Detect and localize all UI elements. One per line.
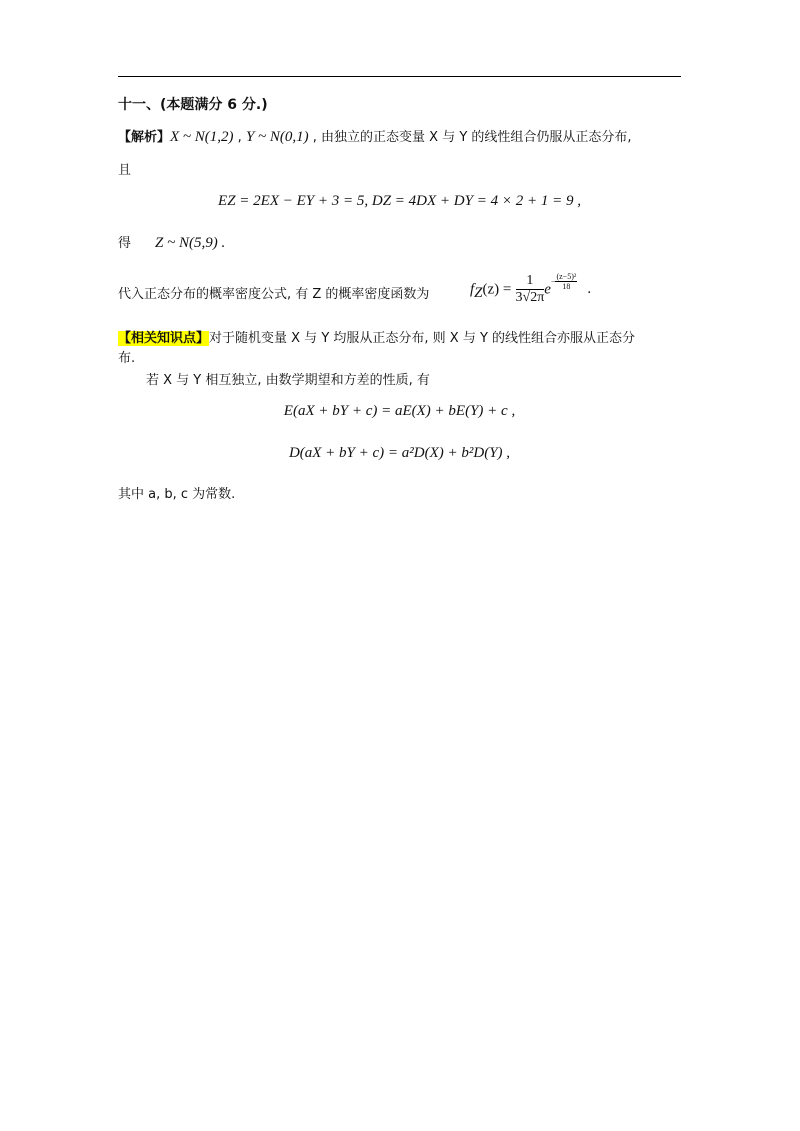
equation-z-dist: Z ~ N(5,9) . xyxy=(155,235,226,251)
math-y-dist: Y ~ N(0,1) xyxy=(245,129,309,145)
knowledge-line-2: 布. xyxy=(118,351,136,366)
equation-ez-dz: EZ = 2EX − EY + 3 = 5, DZ = 4DX + DY = 4 × 2 + 1 = 9 , xyxy=(218,193,581,209)
analysis-text-1: , 由独立的正态变量 X 与 Y 的线性组合仍服从正态分布, xyxy=(308,130,632,145)
pdf-formula xyxy=(470,272,591,306)
knowledge-line-1 xyxy=(118,330,635,348)
analysis-line-4 xyxy=(118,234,225,253)
pdf-arg: (z) = xyxy=(482,281,512,298)
math-x-dist: X ~ N(1,2) xyxy=(170,129,234,145)
knowledge-label: 【相关知识点】 xyxy=(118,331,210,346)
knowledge-line-3: 若 X 与 Y 相互独立, 由数学期望和方差的性质, 有 xyxy=(146,373,430,388)
pdf-fraction xyxy=(516,273,545,306)
pdf-exp-sign: − xyxy=(550,277,556,286)
pdf-f: f xyxy=(470,281,475,298)
pdf-subscript: Z xyxy=(474,284,483,301)
analysis-line-2: 且 xyxy=(118,163,132,178)
separator: , xyxy=(233,130,246,145)
equation-variance: D(aX + bY + c) = a²D(X) + b²D(Y) , xyxy=(288,445,511,461)
constants-note: 其中 a, b, c 为常数. xyxy=(118,487,236,502)
de-text: 得 xyxy=(118,236,132,251)
pdf-e: e xyxy=(544,281,551,298)
section-title: 十一、(本题满分 6 分.) xyxy=(118,97,268,113)
equation-expectation: E(aX + bY + c) = aE(X) + bE(Y) + c , xyxy=(283,403,516,419)
pdf-exponent xyxy=(551,272,577,291)
knowledge-text-1: 对于随机变量 X 与 Y 均服从正态分布, 则 X 与 Y 的线性组合亦服从正态分 xyxy=(209,331,636,346)
pdf-numerator: 1 xyxy=(516,273,545,290)
analysis-line-5: 代入正态分布的概率密度公式, 有 Z 的概率密度函数为 xyxy=(118,287,430,302)
header-rule xyxy=(118,76,681,77)
pdf-exp-num: (z−5)² xyxy=(556,272,577,281)
pdf-denominator: 3√2π xyxy=(515,290,545,306)
pdf-end: . xyxy=(587,281,592,298)
analysis-label: 【解析】 xyxy=(118,130,171,145)
pdf-exp-den: 18 xyxy=(562,282,571,291)
analysis-line-1 xyxy=(118,128,632,147)
